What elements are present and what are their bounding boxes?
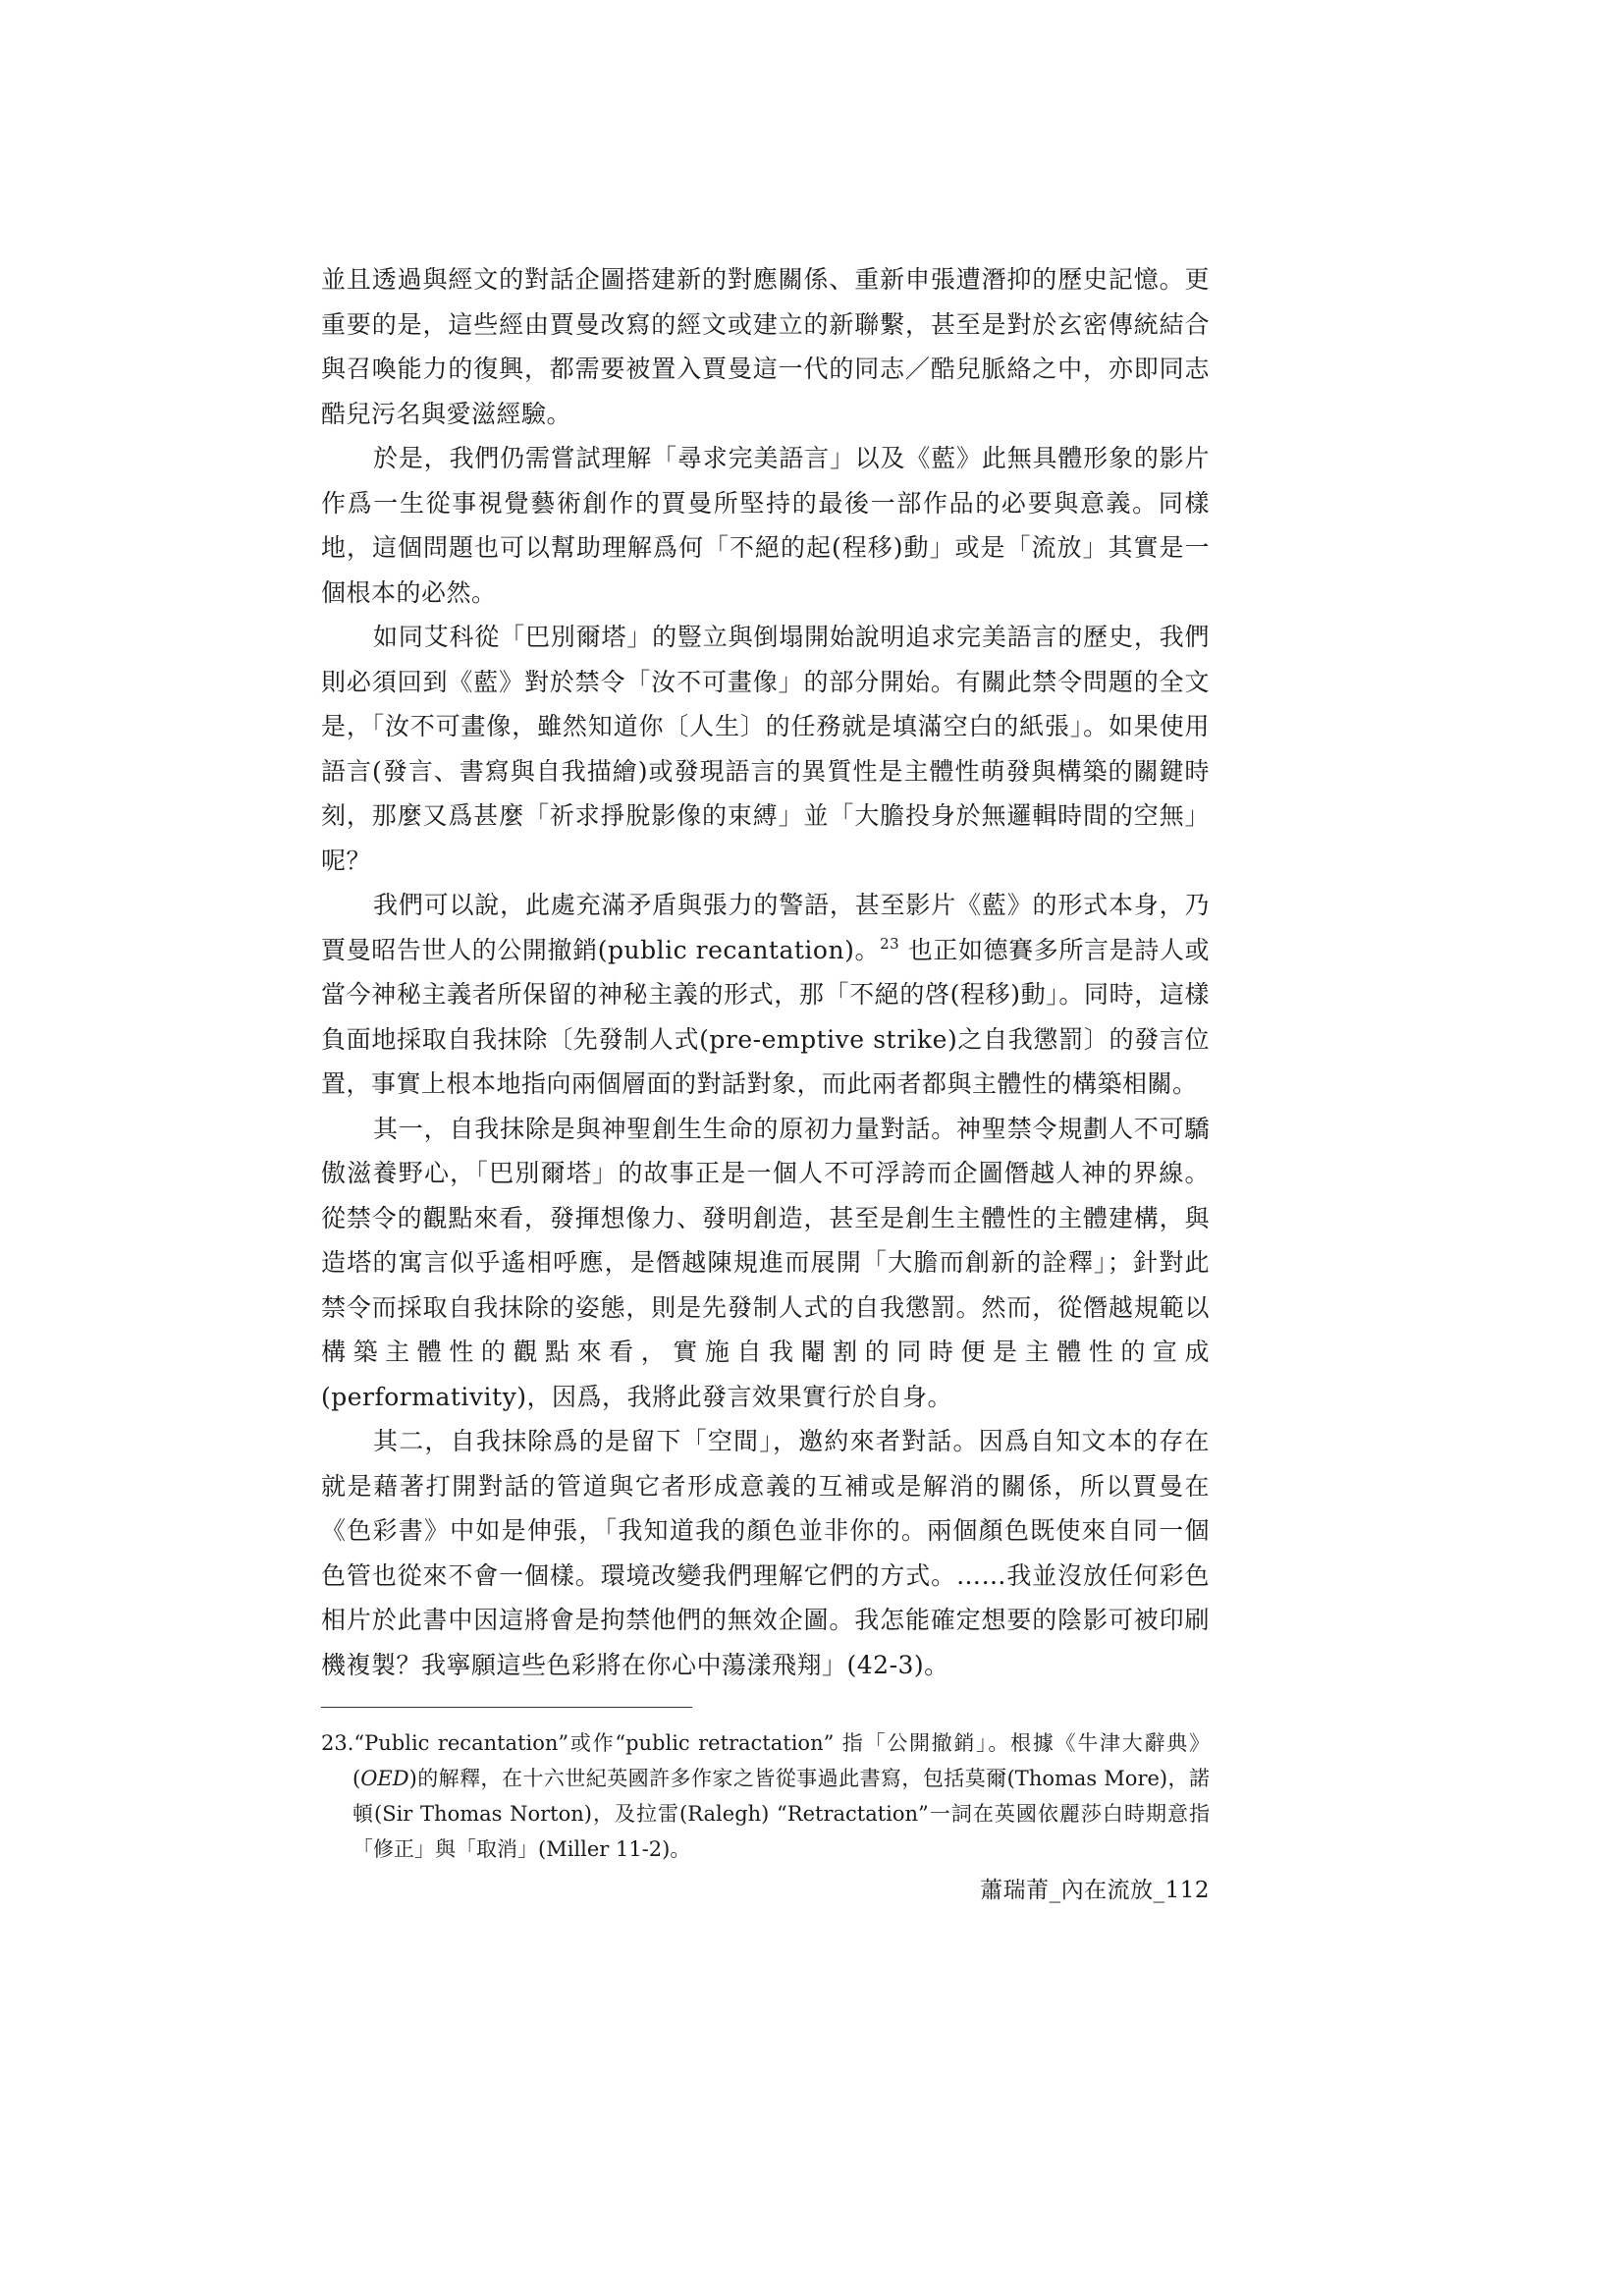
paragraph-5: 其一，自我抹除是與神聖創生生命的原初力量對話。神聖禁令規劃人不可驕傲滋養野心，「巴別爾塔」的故事正是一個人不可浮誇而企圖僭越人神的界線。從禁令的觀點來看，發揮想像力、發明創造，甚至是創生主體性的主體建構，與造塔的寓言似乎遙相呼應，是僭越陳規進而展開「大膽而創新的詮釋」；針對此禁令而採取自我抹除的姿態，則是先發制人式的自我懲罰。然而，從僭越規範以構築主體性的觀點來看，實施自我閹割的同時便是主體性的宣成(performativity)，因爲，我將此發言效果實行於自身。 — [321, 1114, 1210, 1411]
paragraph-4-part-2: 也正如德賽多所言是詩人或當今神秘主義者所保留的神秘主義的形式，那「不絕的啓(程移)動」。同時，這樣負面地採取自我抹除〔先發制人式(pre-emptive strike)之自我懲罰〕的發言位置，事實上根本地指向兩個層面的對話對象，而此兩者都與主體性的構築相關。 — [321, 935, 1210, 1098]
paragraph-4-part-1: 我們可以說，此處充滿矛盾與張力的警語，甚至影片《藍》的形式本身，乃賈曼昭告世人的公開撤銷(public recantation)。 — [321, 891, 1210, 964]
footnote-oed-abbrev: OED — [360, 1767, 409, 1790]
page-footer: 蕭瑞莆_內在流放_112 — [980, 1878, 1210, 1903]
page-body — [321, 257, 1210, 1867]
paragraph-4 — [321, 883, 1210, 1107]
paragraph-3: 如同艾科從「巴別爾塔」的豎立與倒塌開始說明追求完美語言的歷史，我們則必須回到《藍》對於禁令「汝不可畫像」的部分開始。有關此禁令問題的全文是，「汝不可畫像，雖然知道你〔人生〕的任務就是填滿空白的紙張」。如果使用語言(發言、書寫與自我描繪)或發現語言的異質性是主體性萌發與構築的關鍵時刻，那麼又爲甚麼「祈求掙脫影像的束縛」並「大膽投身於無邏輯時間的空無」呢？ — [321, 623, 1210, 875]
footnote-text-1: “Public recantation”或作“public retractation” 指「公開撤銷」。根據《牛津大辭典》( — [352, 1731, 1210, 1790]
paragraph-6: 其二，自我抹除爲的是留下「空間」，邀約來者對話。因爲自知文本的存在就是藉著打開對話的管道與它者形成意義的互補或是解消的關係，所以賈曼在《色彩書》中如是伸張，「我知道我的顏色並非你的。兩個顏色既使來自同一個色管也從來不會一個樣。環境改變我們理解它們的方式。……我並沒放任何彩色相片於此書中因這將會是拘禁他們的無效企圖。我怎能確定想要的陰影可被印刷機複製？我寧願這些色彩將在你心中蕩漾飛翔」(42-3)。 — [321, 1427, 1210, 1679]
footnote-reference[interactable]: 23 — [880, 934, 900, 953]
footnote-text-2: )的解釋，在十六世紀英國許多作家之皆從事過此書寫，包括莫爾(Thomas More)，諾頓(Sir Thomas Norton)，及拉雷(Ralegh) “Retractation”一詞在英國依麗莎白時期意指「修正」與「取消」(Miller 11-2)。 — [352, 1767, 1210, 1861]
footnote-divider — [321, 1707, 692, 1708]
paragraph-1: 並且透過與經文的對話企圖搭建新的對應關係、重新申張遭潛抑的歷史記憶。更重要的是，這些經由賈曼改寫的經文或建立的新聯繫，甚至是對於玄密傳統結合與召喚能力的復興，都需要被置入賈曼這一代的同志／酷兒脈絡之中，亦即同志酷兒污名與愛滋經驗。 — [321, 265, 1210, 428]
paragraph-2: 於是，我們仍需嘗試理解「尋求完美語言」以及《藍》此無具體形象的影片作爲一生從事視覺藝術創作的賈曼所堅持的最後一部作品的必要與意義。同樣地，這個問題也可以幫助理解爲何「不絕的起(程移)動」或是「流放」其實是一個根本的必然。 — [321, 444, 1210, 607]
footnote-23 — [321, 1725, 1210, 1867]
footnote-number: 23. — [321, 1731, 354, 1755]
